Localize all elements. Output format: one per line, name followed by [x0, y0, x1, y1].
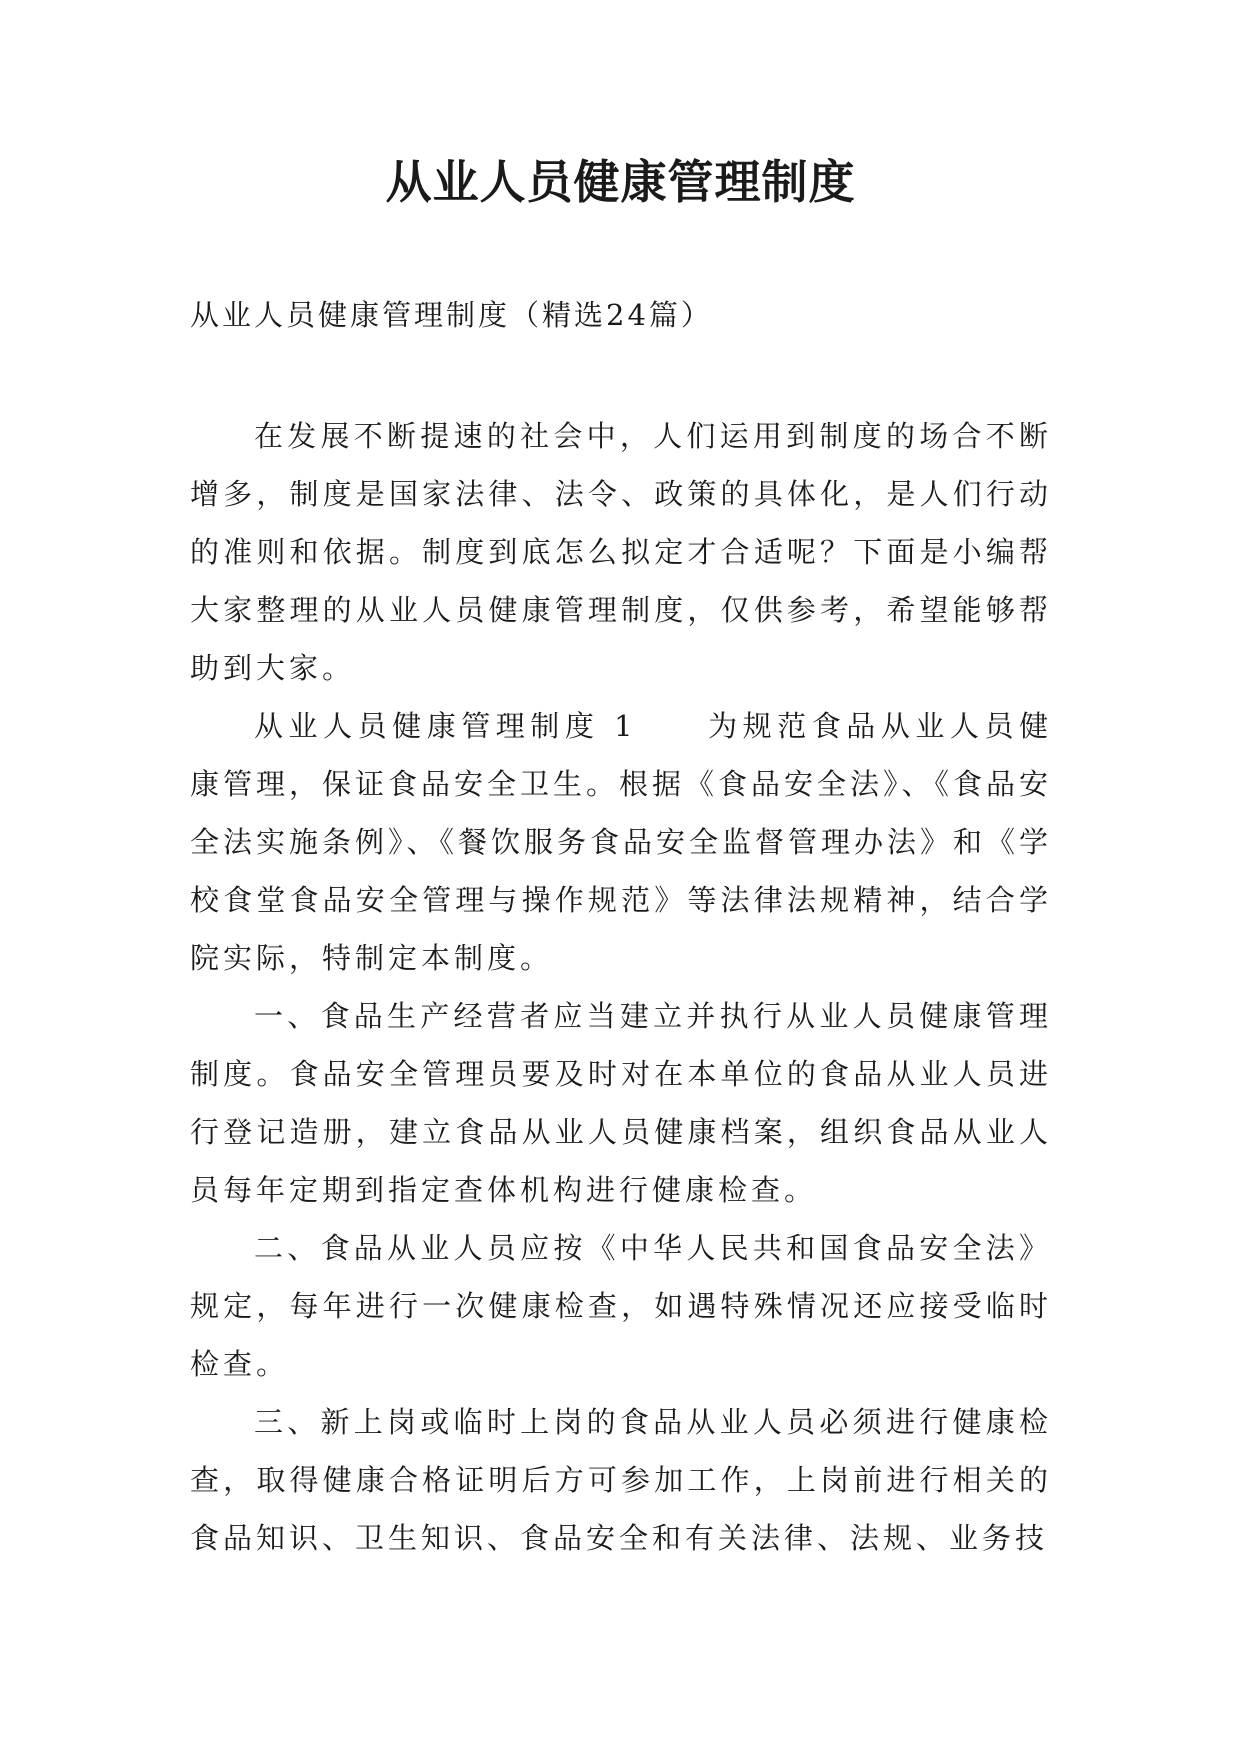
- document-body: [190, 407, 1052, 1567]
- document-title: 从业人员健康管理制度: [385, 155, 856, 209]
- clause-1-paragraph: 一、食品生产经营者应当建立并执行从业人员健康管理制度。食品安全管理员要及时对在本单位的食品从业人员进行登记造册，建立食品从业人员健康档案，组织食品从业人员每年定期到指定查体机构进行健康检查。: [190, 999, 1052, 1207]
- section-1-text: 为规范食品从业人员健康管理，保证食品安全卫生。根据《食品安全法》、《食品安全法实施条例》、《餐饮服务食品安全监督管理办法》和《学校食堂食品安全管理与操作规范》等法律法规精神，结合学院实际，特制定本制度。: [190, 709, 1053, 975]
- intro-paragraph: 在发展不断提速的社会中，人们运用到制度的场合不断增多，制度是国家法律、法令、政策的具体化，是人们行动的准则和依据。制度到底怎么拟定才合适呢？下面是小编帮大家整理的从业人员健康管理制度，仅供参考，希望能够帮助到大家。: [190, 419, 1052, 685]
- section-heading: 从业人员健康管理制度 1: [254, 709, 637, 743]
- section-1-paragraph: [190, 697, 1052, 987]
- clause-3-paragraph: 三、新上岗或临时上岗的食品从业人员必须进行健康检查，取得健康合格证明后方可参加工作，上岗前进行相关的食品知识、卫生知识、食品安全和有关法律、法规、业务技: [190, 1405, 1052, 1555]
- clause-2-paragraph: 二、食品从业人员应按《中华人民共和国食品安全法》规定，每年进行一次健康检查，如遇特殊情况还应接受临时检查。: [190, 1231, 1052, 1381]
- document-subtitle: 从业人员健康管理制度（精选24篇）: [190, 298, 713, 332]
